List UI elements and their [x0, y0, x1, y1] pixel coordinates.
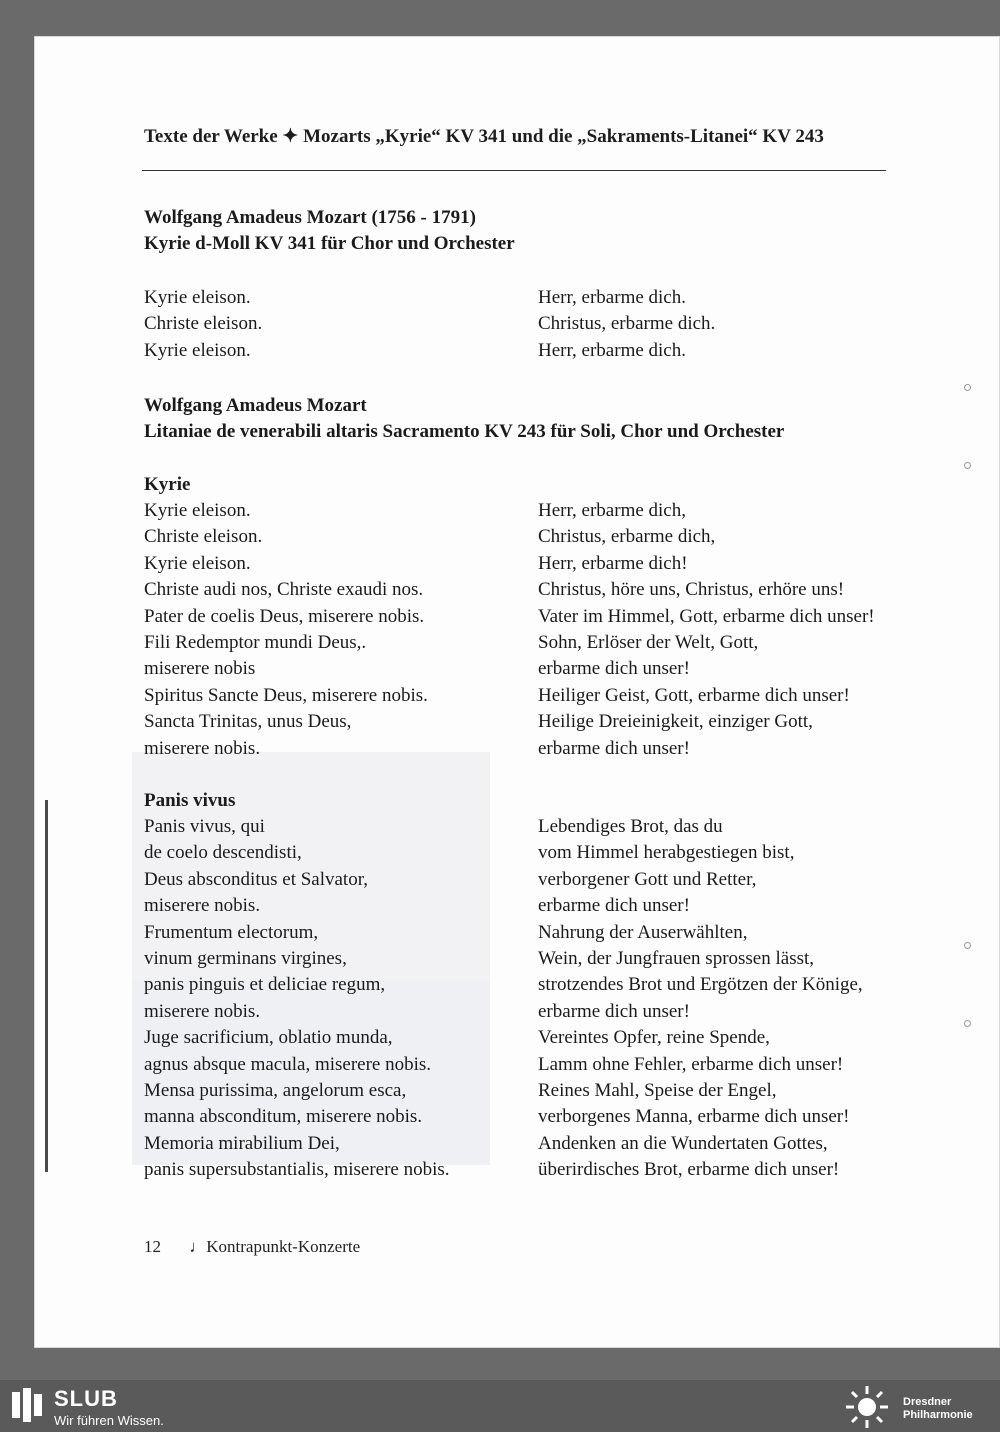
german-line: Herr, erbarme dich.: [538, 339, 686, 361]
german-line: Heiliger Geist, Gott, erbarme dich unser!: [538, 684, 850, 706]
german-line: erbarme dich unser!: [538, 737, 690, 759]
panis-vivus-latin: [144, 814, 450, 1183]
german-line: verborgenes Manna, erbarme dich unser!: [538, 1106, 850, 1128]
philharmonie-logo-text: [903, 1396, 973, 1422]
philharmonie-logo-icon: [842, 1384, 892, 1430]
latin-line: Christe audi nos, Christe exaudi nos.: [144, 579, 424, 601]
latin-line: Sancta Trinitas, unus Deus,: [144, 711, 352, 733]
kyrie-kv341-german: [538, 285, 715, 364]
latin-line: Pater de coelis Deus, miserere nobis.: [144, 605, 425, 627]
german-line: Andenken an die Wundertaten Gottes,: [538, 1132, 828, 1154]
latin-line: miserere nobis.: [144, 737, 261, 759]
note-icon: ♩: [189, 1237, 207, 1256]
latin-line: Deus absconditus et Salvator,: [144, 868, 369, 890]
latin-line: Mensa purissima, angelorum esca,: [144, 1079, 407, 1101]
latin-line: miserere nobis: [144, 658, 256, 680]
latin-line: Memoria mirabilium Dei,: [144, 1132, 340, 1154]
german-line: Lamm ohne Fehler, erbarme dich unser!: [538, 1053, 844, 1075]
latin-line: agnus absque macula, miserere nobis.: [144, 1053, 432, 1075]
german-line: überirdisches Brot, erbarme dich unser!: [538, 1159, 840, 1181]
german-line: Christus, erbarme dich,: [538, 526, 716, 548]
german-line: Heilige Dreieinigkeit, einziger Gott,: [538, 711, 813, 733]
german-line: Herr, erbarme dich,: [538, 500, 686, 521]
litaniae-kyrie-latin: [144, 498, 428, 762]
latin-line: miserere nobis.: [144, 1000, 261, 1022]
phil-line-1: Dresdner: [903, 1396, 952, 1408]
litaniae-heading: [144, 393, 784, 446]
german-line: Vater im Himmel, Gott, erbarme dich unser!: [538, 605, 875, 627]
slub-logo-text: SLUB: [54, 1386, 118, 1411]
section-title-panis-vivus: Panis vivus: [144, 790, 236, 811]
page-number: 12: [144, 1237, 161, 1256]
latin-line: Christe eleison.: [144, 526, 263, 548]
panis-vivus-german: [538, 814, 863, 1183]
latin-line: manna absconditum, miserere nobis.: [144, 1106, 423, 1128]
german-line: Lebendiges Brot, das du: [538, 816, 723, 837]
latin-line: Kyrie eleison.: [144, 552, 251, 574]
latin-line: Kyrie eleison.: [144, 287, 251, 308]
german-line: Christus, höre uns, Christus, erhöre uns!: [538, 579, 845, 601]
latin-line: miserere nobis.: [144, 895, 261, 917]
latin-line: panis pinguis et deliciae regum,: [144, 974, 386, 996]
german-line: erbarme dich unser!: [538, 1000, 690, 1022]
composer-heading: Wolfgang Amadeus Mozart: [144, 395, 367, 416]
latin-line: Kyrie eleison.: [144, 339, 251, 361]
german-line: erbarme dich unser!: [538, 658, 690, 680]
latin-line: panis supersubstantialis, miserere nobis.: [144, 1159, 450, 1181]
german-line: verborgener Gott und Retter,: [538, 868, 757, 890]
punch-mark: [964, 384, 971, 391]
slub-claim: Wir führen Wissen.: [54, 1413, 164, 1428]
latin-line: Juge sacrificium, oblatio munda,: [144, 1027, 393, 1049]
german-line: Reines Mahl, Speise der Engel,: [538, 1079, 777, 1101]
section-title-kyrie: Kyrie: [144, 474, 191, 495]
german-line: Herr, erbarme dich!: [538, 552, 688, 574]
margin-bar: [45, 800, 48, 1172]
latin-line: Kyrie eleison.: [144, 500, 251, 521]
german-line: Sohn, Erlöser der Welt, Gott,: [538, 631, 759, 653]
work-heading: Kyrie d-Moll KV 341 für Chor und Orchester: [144, 233, 515, 255]
punch-mark: [964, 942, 971, 949]
phil-line-2: Philharmonie: [903, 1409, 973, 1421]
latin-line: Panis vivus, qui: [144, 816, 265, 837]
slub-logo-icon: [12, 1388, 42, 1422]
german-line: vom Himmel herabgestiegen bist,: [538, 842, 795, 864]
kyrie-kv341-heading: [144, 205, 515, 258]
punch-mark: [964, 1020, 971, 1027]
german-line: Vereintes Opfer, reine Spende,: [538, 1027, 770, 1049]
header-rule: [142, 170, 886, 171]
german-line: erbarme dich unser!: [538, 895, 690, 917]
latin-line: Frumentum electorum,: [144, 921, 319, 943]
latin-line: de coelo descendisti,: [144, 842, 302, 864]
german-line: Christus, erbarme dich.: [538, 313, 716, 335]
work-heading: Litaniae de venerabili altaris Sacramento KV 243 für Soli, Chor und Orchester: [144, 421, 785, 443]
kyrie-kv341-latin: [144, 285, 262, 364]
german-line: Nahrung der Auserwählten,: [538, 921, 748, 943]
page-header: Texte der Werke ✦ Mozarts „Kyrie“ KV 341 und die „Sakraments-Litanei“ KV 243: [144, 126, 824, 147]
latin-line: Spiritus Sancte Deus, miserere nobis.: [144, 684, 428, 706]
latin-line: Christe eleison.: [144, 313, 263, 335]
german-line: strotzendes Brot und Ergötzen der Könige,: [538, 974, 863, 996]
composer-heading: Wolfgang Amadeus Mozart (1756 - 1791): [144, 207, 476, 228]
publication-name: Kontrapunkt-Konzerte: [206, 1237, 361, 1256]
punch-mark: [964, 462, 971, 469]
latin-line: Fili Redemptor mundi Deus,.: [144, 631, 367, 653]
german-line: Herr, erbarme dich.: [538, 287, 686, 308]
page-footer: [144, 1237, 360, 1257]
latin-line: vinum germinans virgines,: [144, 947, 347, 969]
german-line: Wein, der Jungfrauen sprossen lässt,: [538, 947, 815, 969]
litaniae-kyrie-german: [538, 498, 875, 762]
